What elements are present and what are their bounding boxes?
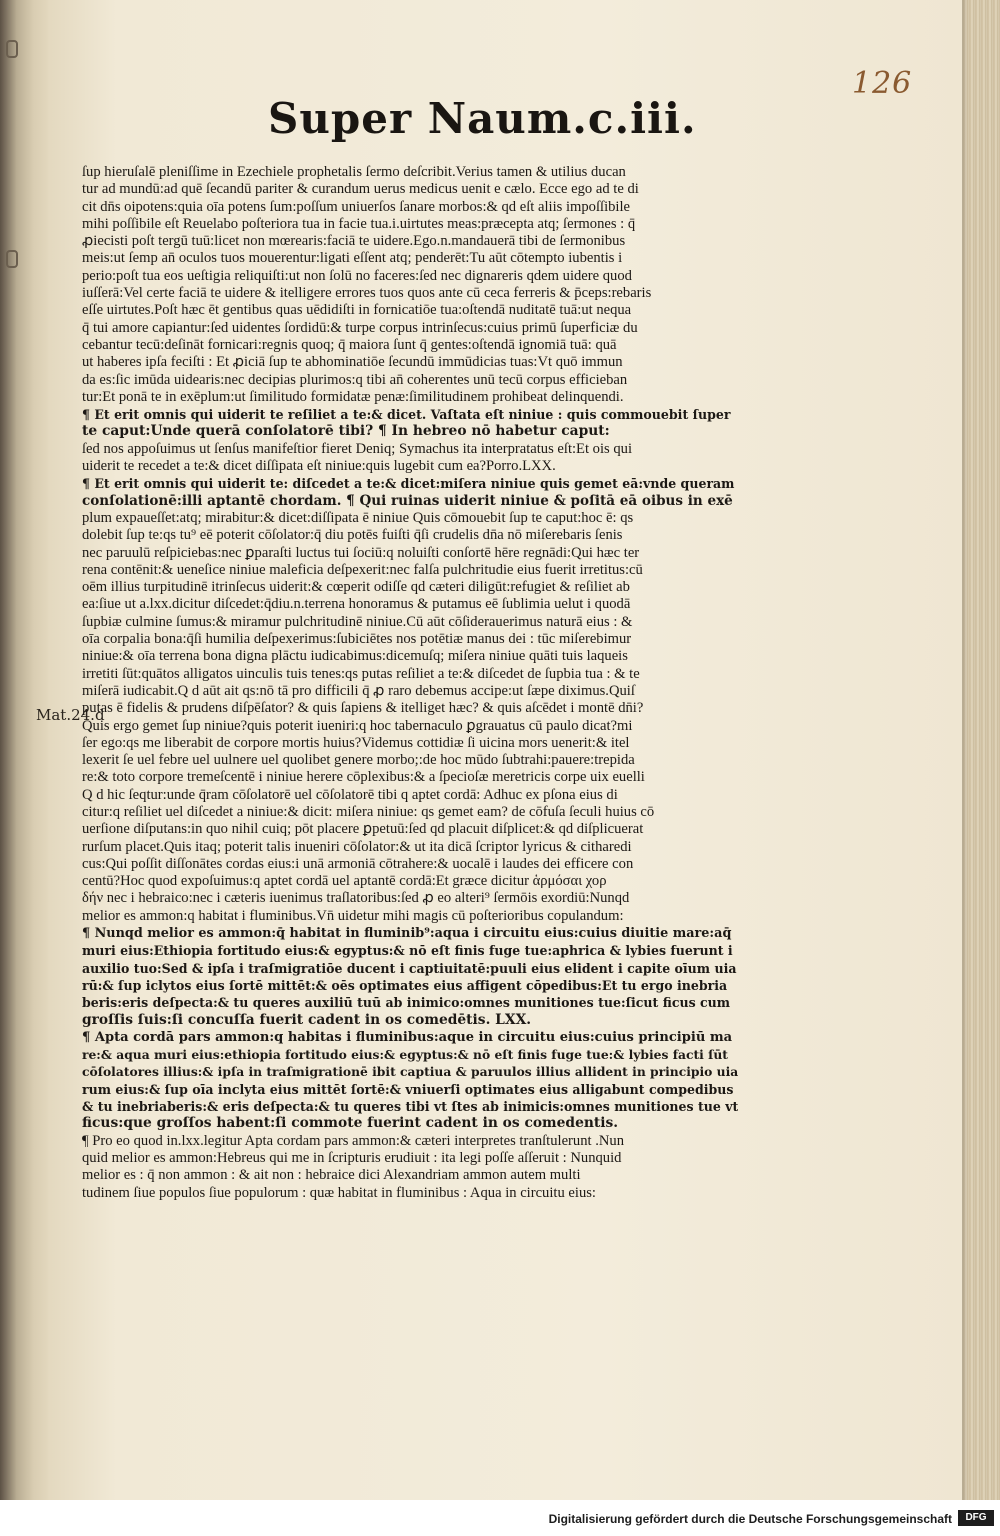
text-line: uiderit te recedet a te:& dicet diſſipata eſt niniue:quis lugebit cum ea?Porro.LXX. [82,458,556,475]
text-line: melior es : q̄ non ammon : & ait non : hebraice dici Alexandriam ammon autem multi [82,1167,581,1184]
text-line: re:& toto corpore tremeſcentē i niniue herere cōplexibus:& a ſpecioſæ meretricis corpe uix euelli [82,769,645,786]
text-line: melior es ammon:q habitat i fluminibus.Vn̄ uidetur mihi magis cū poſterioribus copulandum: [82,907,624,924]
text-line: eſſe uirtutes.Poſt hæc ēt gentibus quas uēdidiſti in fornicatiōe tua:oſtendā nuditatē tuā:ut nequa [82,302,632,319]
text-line: rurſum placet.Quis itaq; poterit talis inueniri cōſolator:& ut ita dicā ſcriptor lyricus & citharedi [82,838,632,855]
text-line: iuſſerā:Vel certe faciā te uidere & itelligere errores tuos quos ante cū ceca ferreris & p̄ceps:rebaris [82,285,652,302]
text-line: re:& aqua muri eius:ethiopia fortitudo eius:& egyptus:& nō eſt finis fuge tue:& lybies facti ſūt [82,1047,728,1063]
text-line: dolebit ſup te:qs tu⁹ eē poterit cōſolator:q̄ diu potēs fuiſti q̄ſi crudelis dn̄a nō miſerebaris ſenis [82,527,623,544]
text-line: lexerit ſe uel febre uel uulnere uel quolibet genere morbo;:de hoc mūdo ſubtrahi:pauere:trepida [82,752,635,769]
text-line: Q d hic ſeqtur:unde q̄ram cōſolatorē uel cōſolatorē tibi q aptet cordā: Adhuc ex pſona eius di [82,786,618,803]
text-line: & tu inebriaberis:& eris deſpecta:& tu queres tibi vt ſtes ab inimicis:omnes munitiones tue vt [82,1099,738,1115]
text-line: ficus:que groſſos habent:ſi commote fuerint cadent in os comedentis. [82,1115,619,1132]
text-line: ¶ Pro eo quod in.lxx.legitur Apta cordam pars ammon:& cæteri interpretes tranſtulerunt .Nun [82,1132,624,1149]
binding-mark [6,250,18,268]
text-line: beris:eris deſpecta:& tu queres auxiliū tuū ab inimico:omnes munitiones tue:ſicut ficus cum [82,995,731,1011]
text-line: ¶ Et erit omnis qui uiderit te: diſcedet a te:& dicet:miſera niniue quis gemet eā:vnde queram [82,476,735,492]
text-line: oēm illius turpitudinē itrinſecus uiderit:& cœperit odiſſe qd cæteri diligūt:refugiet & reſiliet ab [82,579,630,596]
page-edges [962,0,1000,1500]
text-line: auxilio tuo:Sed & ipſa i traſmigratiōe ducent i captiuitatē:puuli eius elident i capite oīum uia [82,960,737,976]
text-line: ut haberes ipſa feciſti : Et ꝓiciā ſup te abhominatiōe ſecundū immūdicias tuas:Vt quō immun [82,354,623,371]
margin-note: Mat.24.d [36,706,105,724]
text-line: cus:Qui poſſit diſſonātes cordas eius:i unā armoniā cōtrahere:& uocalē i laudes dei efficere con [82,855,634,872]
text-line: ſed nos appoſuimus ut ſenſus manifeſtior fieret Deniq; Symachus ita interpratatus eſt:Et ois qui [82,440,632,457]
funding-credit: Digitalisierung gefördert durch die Deutsche Forschungsgemeinschaft [548,1512,952,1526]
text-line: cebantur tecū:deſināt fornicari:regnis quoq; q̄ maiora ſunt q̄ gentes:oſtendā ignomiā tuā: quā [82,336,617,353]
text-line: tudinem ſiue populos ſiue populorum : quæ habitat in fluminibus : Aqua in circuitu eius: [82,1184,596,1201]
text-line: perio:poſt tua eos ueſtigia reliquiſti:ut non ſolū no faceres:ſed nec dignareris qdem uidere quod [82,267,632,284]
text-line: q̄ tui amore capiantur:ſed uidentes ſordidū:& turpe corpus intrinſecus:cuius primū ſuperficiæ du [82,319,638,336]
text-line: ſup hieruſalē pleniſſime in Ezechiele prophetalis ſermo deſcribit.Verius tamen & utilius ducan [82,164,626,180]
text-line: miſerā iudicabit.Q d aūt ait qs:nō tā pro difficili q̄ ꝓ raro debemus accipe:ut ſæpe diximus.Quiſ [82,682,635,699]
text-line: rum eius:& ſup oīa inclyta eius mittēt ſortē:& vniuerſi optimates eius alligabunt compedibus [82,1081,734,1097]
text-line: oīa corpalia bona:q̄ſi humilia deſpexerimus:ſubiciētes nos potētiæ manus dei : tūc miſerebimur [82,631,632,648]
text-line: tur ad mundū:ad quē ſecandū pariter & curandum uerus medicus uenit e cælo. Ecce ego ad te di [82,181,639,198]
text-line: groſſis ſuis:ſi concuſſa fuerit cadent in os comedētis. LXX. [82,1011,532,1028]
text-line: niniue:& oīa terrena bona digna plāctu iudicabimus:dicemuſq; miſera niniue quāti tuis laqueis [82,648,628,665]
dfg-logo: DFG [958,1510,994,1526]
text-line: tur:Et ponā te in exēplum:ut ſimilitudo formidatæ penæ:ſimilitudinem prohibeat delinquendi. [82,388,624,405]
text-line: ea:ſiue ut a.lxx.dicitur diſcedet:q̄diu.n.terrena honoramus & putamus eē ſublimia uelut i quodā [82,596,631,613]
text-line: centū?Hoc quod expoſuimus:q aptet cordā uel aptantē cordā:Et græce dicitur ἁρμόσαι χορ [82,873,607,890]
footer-bar [0,1500,1000,1536]
text-line: quid melior es ammon:Hebreus qui me in ſcripturis erudiuit : ita legi poſſe aſſeruit : Nunquid [82,1149,622,1166]
text-line: rena contēnit:& ueneſice niniue maleficia deſpexerit:nec falſa pulchritudie eius fuerit irretitus:cū [82,561,643,578]
text-line: putas ē fidelis & prudens diſpēſator? & quis ſapiens & itelliget hæc? & quis aſcēdet i montē dn̄i? [82,700,644,717]
text-line: te caput:Unde querā conſolatorē tibi? ¶ In hebreo nō habetur caput: [82,423,610,440]
book-spine [0,0,48,1500]
text-line: mihi poſſibile eſt Reuelabo poſteriora tua in facie tua.i.uirtutes meas:præcepta atq; ſermones : q̄ [82,215,636,232]
text-line: rū:& ſup iclytos eius ſortē mittēt:& oēs optimates eius affigent cōpedibus:Et tu ergo inebria [82,977,728,993]
text-line: Quis ergo gemet ſup niniue?quis poterit iueniri:q hoc tabernaculo ꝑgrauatus cū paulo dicat?mi [82,717,633,734]
text-line: ſupbiæ culmine ſumus:& miramur pulchritudinē niniue.Cū aūt cōſiderauerimus naturā eius : & [82,613,633,630]
text-line: citur:q reſiliet uel diſcedet a niniue:& dicit: miſera niniue: qs gemet eam? de cōfuſa ſeculi huius cō [82,803,655,820]
text-line: nec paruulū reſpiciebas:nec ꝑparaſti luctus tui ſociū:q noluiſti conſortē hēre regnādi:Qui hæc ter [82,544,640,561]
text-line: da es:ſic imūda uidearis:nec decipias plurimos:q tibi an̄ coherentes unū tecū corpus efficieban [82,371,628,388]
running-header: Super Naum.c.iii. [268,94,697,143]
text-line: plum expaueſſet:atq; mirabitur:& dicet:diſſipata ē niniue Quis cōmouebit ſup te caput:hoc ē: qs [82,509,634,526]
text-line: ſer ego:qs me liberabit de corpore mortis huius?Videmus cottidiæ ſi uicina mors uenerit:& itel [82,734,630,751]
text-line: δήν nec i hebraico:nec i cæteris iuenimus traſlatoribus:ſed ꝓ eo alteri⁹ ſermōis exordiū:Nunqd [82,890,630,907]
text-line: meis:ut ſemp an̄ oculos tuos mouerentur:ligati eſſent atq; penderēt:Tu aūt cōtempto iubentis i [82,250,623,267]
text-line: irretiti ſūt:quātos alligatos uinculis tuis tenes:qs putas reſiliet a te:& diſcedet de ſupbia tua : & te [82,665,640,682]
text-line: ¶ Nunqd melior es ammon:q̄ habitat in fluminib⁹:aqua i circuitu eius:cuius diuitie mare:aq̄ [82,926,732,942]
body-text [82,164,738,1202]
binding-mark [6,40,18,58]
text-line: conſolationē:illi aptantē chordam. ¶ Qui ruinas uiderit niniue & poſitā eā oibus in exē [82,492,733,509]
folio-number: 126 [852,66,913,101]
text-line: ¶ Et erit omnis qui uiderit te reſiliet a te:& dicet. Vaſtata eſt niniue : quis commouebit ſuper [82,407,731,423]
text-line: cit dn̄s oipotens:quia oīa potens ſum:poſſum uniuerſos ſanare morbos:& qd eſt aliis impoſſibile [82,198,631,215]
text-line: cōſolatores illius:& ipſa in traſmigrationē ibit captiua & paruulos illius allident in principio uia [82,1064,738,1080]
text-line: uerſione diſputans:in quo nihil cuiq; pōt placere ꝑpetuū:ſed qd placuit diſplicet:& qd diſplicuerat [82,821,644,838]
text-line: ꝓiecisti poſt tergū tuū:licet non mœrearis:faciā te uidere.Ego.n.mandauerā tibi de ſermonibus [82,233,626,250]
text-line: ¶ Apta cordā pars ammon:q habitas i fluminibus:aque in circuitu eius:cuius principiū ma [82,1029,733,1045]
text-line: muri eius:Ethiopia fortitudo eius:& egyptus:& nō eſt finis fuge tue:aphrica & lybies fuerunt i [82,943,733,959]
